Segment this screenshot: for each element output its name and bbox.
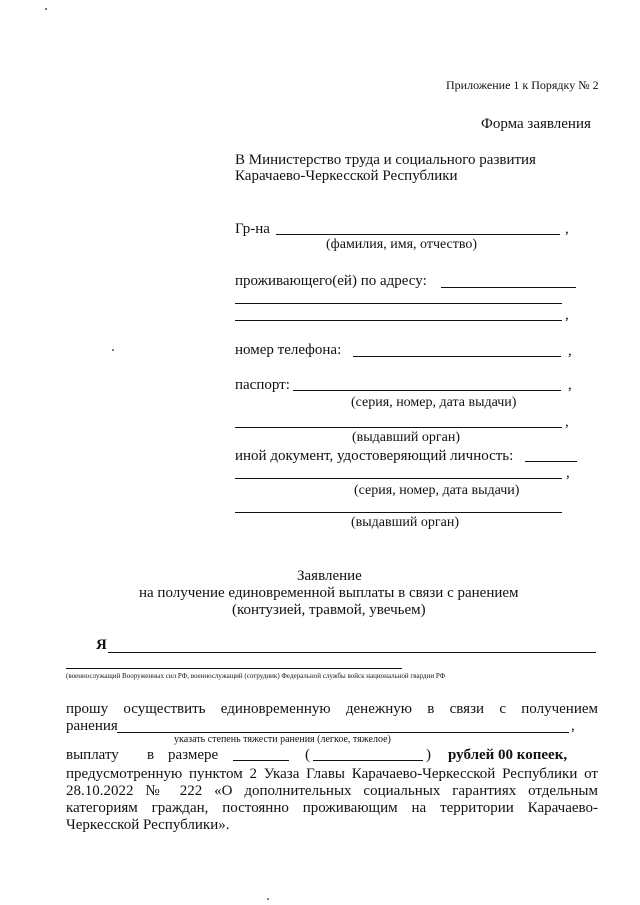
category-hint: (военнослужащий Вооруженных сил РФ, военнослужащий (сотрудник) Федеральной службы войск национальной гвардии РФ (66, 672, 446, 680)
other-doc-series-hint: (серия, номер, дата выдачи) (354, 483, 520, 498)
form-label: Форма заявления (481, 116, 591, 132)
name-field[interactable] (276, 234, 560, 235)
passport-issuer-comma: , (565, 414, 569, 430)
i-label: Я (96, 637, 107, 653)
scan-speck (112, 349, 114, 351)
injury-severity-field[interactable] (117, 732, 569, 733)
payment-word: выплату (66, 747, 119, 763)
statement-subtitle-2: (контузией, травмой, увечьем) (232, 602, 426, 618)
appendix-note: Приложение 1 к Порядку № 2 (446, 78, 599, 92)
citizen-label: Гр-на (235, 221, 270, 237)
amount-digits-field[interactable] (233, 760, 289, 761)
passport-series-hint: (серия, номер, дата выдачи) (351, 395, 517, 410)
address-field-2[interactable] (235, 303, 562, 304)
other-doc-issuer-hint: (выдавший орган) (351, 515, 460, 530)
category-hint-rule (66, 668, 402, 669)
name-hint: (фамилия, имя, отчество) (326, 237, 478, 252)
phone-comma: , (568, 343, 572, 359)
passport-issuer-field[interactable] (235, 427, 562, 428)
injury-label: ранения (66, 718, 118, 734)
in-word: в (147, 747, 155, 763)
rubles-text: рублей 00 копеек, (448, 747, 568, 763)
scan-speck (267, 898, 269, 900)
applicant-category-field[interactable] (108, 652, 596, 653)
phone-label: номер телефона: (235, 342, 342, 358)
size-word: размере (168, 747, 219, 763)
paren-open: ( (305, 747, 310, 763)
other-doc-label: иной документ, удостоверяющий личность: (235, 448, 514, 464)
passport-field[interactable] (293, 390, 561, 391)
address-label: проживающего(ей) по адресу: (235, 273, 427, 289)
recipient-line-1: В Министерство труда и социального развития (235, 152, 536, 168)
severity-hint: указать степень тяжести ранения (легкое, тяжелое) (174, 734, 391, 745)
address-field-1[interactable] (441, 287, 576, 288)
body-paragraph: предусмотренную пунктом 2 Указа Главы Карачаево-Черкесской Республики от 28.10.2022 № 222 «О дополнительных социальных гарантиях отдельным категориям граждан, постоянно проживающим на территории Карачаево-Черкесской Республики». (66, 766, 598, 833)
request-line: прошу осуществить единовременную денежную в связи с получением (66, 701, 598, 717)
passport-issuer-hint: (выдавший орган) (352, 430, 461, 445)
passport-label: паспорт: (235, 377, 290, 393)
other-doc-field-2[interactable] (235, 478, 562, 479)
injury-comma: , (571, 718, 575, 734)
address-field-3[interactable] (235, 320, 562, 321)
other-doc-field-1[interactable] (525, 461, 577, 462)
passport-comma: , (568, 377, 572, 393)
other-doc-comma: , (566, 465, 570, 481)
address-comma: , (565, 307, 569, 323)
phone-field[interactable] (353, 356, 561, 357)
other-doc-issuer-field[interactable] (235, 512, 562, 513)
paren-close: ) (426, 747, 431, 763)
statement-subtitle-1: на получение единовременной выплаты в связи с ранением (139, 585, 519, 601)
scan-speck (45, 8, 47, 10)
statement-title: Заявление (297, 568, 362, 584)
name-comma: , (565, 221, 569, 237)
amount-words-field[interactable] (313, 760, 423, 761)
recipient-line-2: Карачаево-Черкесской Республики (235, 168, 458, 184)
